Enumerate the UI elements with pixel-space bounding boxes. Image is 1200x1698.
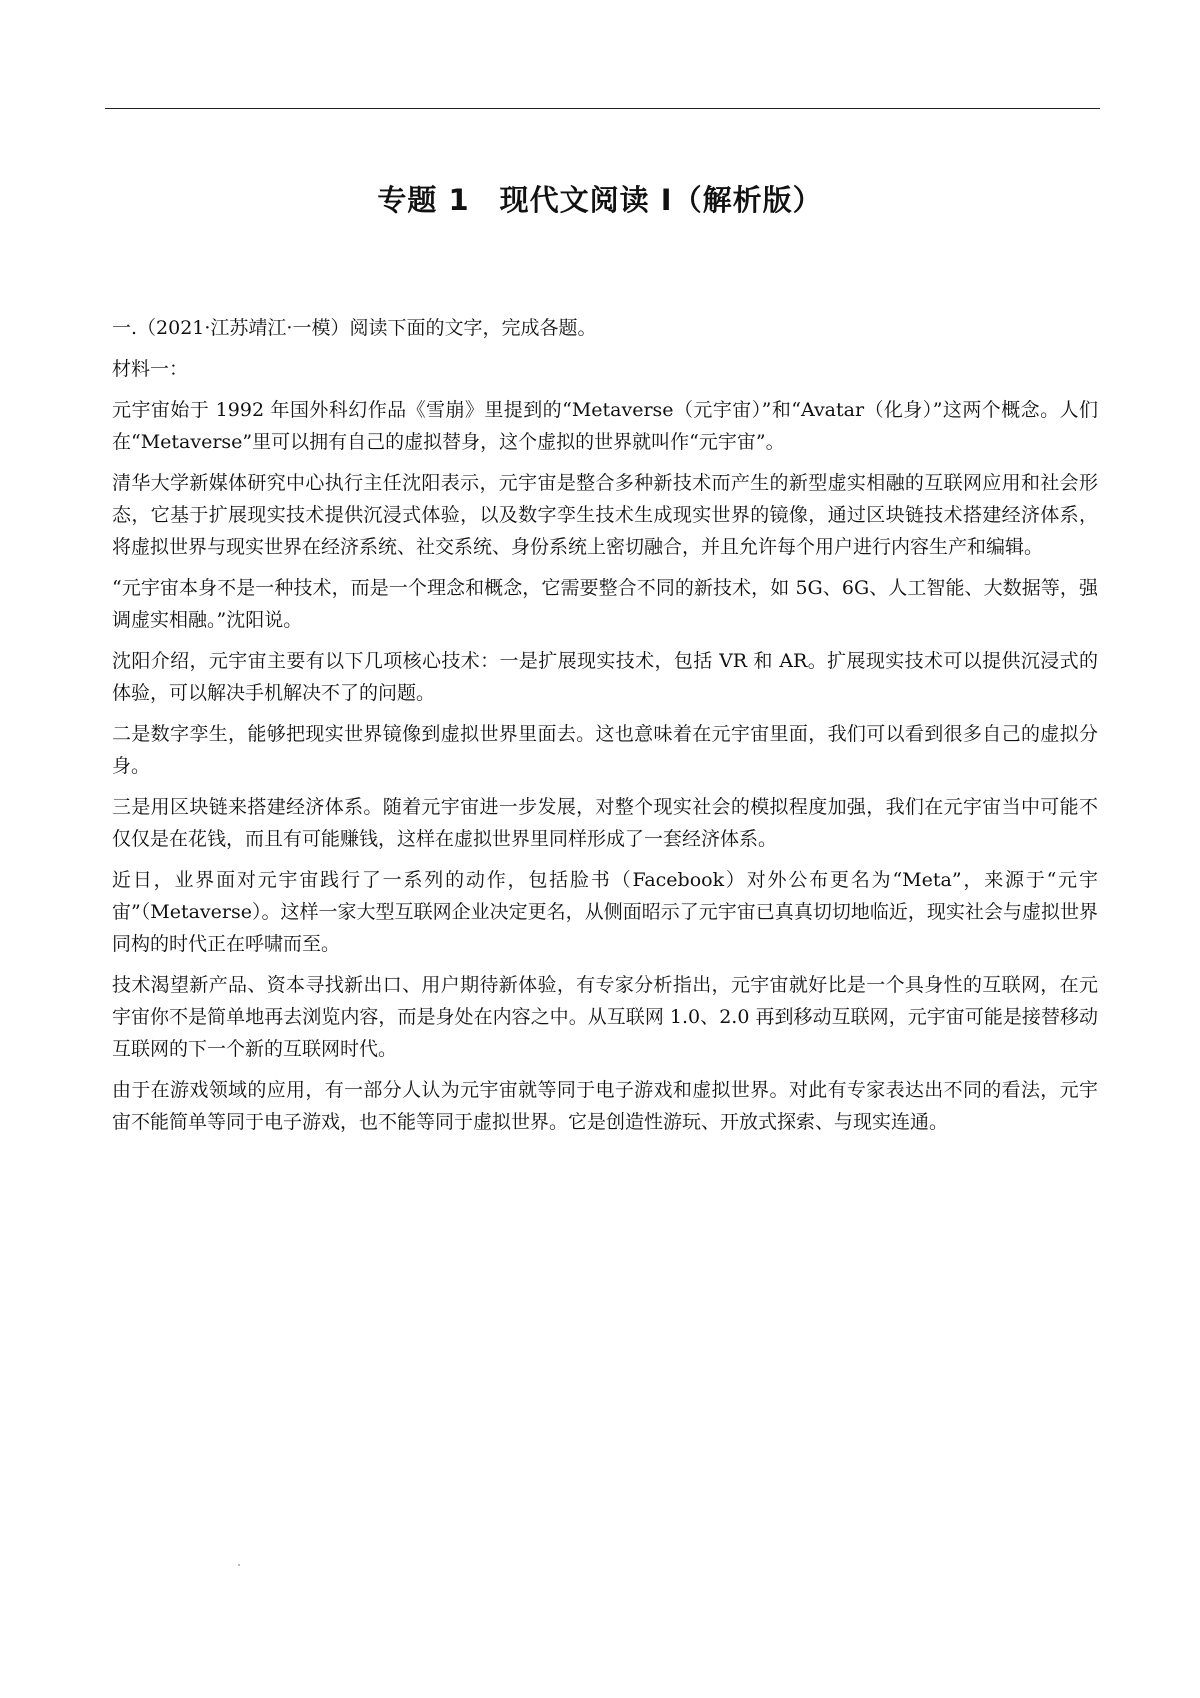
paragraph: 元宇宙始于 1992 年国外科幻作品《雪崩》里提到的“Metaverse（元宇宙）”和“Avatar（化身）”这两个概念。人们在“Metaverse”里可以拥有自己的虚拟替身，这个虚拟的世界就叫作“元宇宙”。: [112, 399, 1098, 453]
footer-mark: [238, 1564, 240, 1566]
document-body: [112, 312, 1098, 1147]
paragraph: 由于在游戏领域的应用，有一部分人认为元宇宙就等同于电子游戏和虚拟世界。对此有专家表达出不同的看法，元宇宙不能简单等同于电子游戏，也不能等同于虚拟世界。它是创造性游玩、开放式探索、与现实连通。: [112, 1079, 1098, 1133]
question-header: 一.（2021·江苏靖江·一模）阅读下面的文字，完成各题。: [112, 317, 597, 339]
paragraph: 技术渴望新产品、资本寻找新出口、用户期待新体验，有专家分析指出，元宇宙就好比是一个具身性的互联网，在元宇宙你不是简单地再去浏览内容，而是身处在内容之中。从互联网 1.0、2.0 再到移动互联网，元宇宙可能是接替移动互联网的下一个新的互联网时代。: [112, 974, 1098, 1060]
material-label: 材料一：: [112, 358, 189, 380]
paragraph: 二是数字孪生，能够把现实世界镜像到虚拟世界里面去。这也意味着在元宇宙里面，我们可以看到很多自己的虚拟分身。: [112, 723, 1098, 777]
document-title: 专题 1 现代文阅读 I（解析版）: [377, 183, 823, 217]
paragraph: “元宇宙本身不是一种技术，而是一个理念和概念，它需要整合不同的新技术，如 5G、6G、人工智能、大数据等，强调虚实相融。”沈阳说。: [112, 577, 1098, 631]
header-rule: [105, 108, 1100, 109]
paragraph: 清华大学新媒体研究中心执行主任沈阳表示，元宇宙是整合多种新技术而产生的新型虚实相融的互联网应用和社会形态，它基于扩展现实技术提供沉浸式体验，以及数字孪生技术生成现实世界的镜像，通过区块链技术搭建经济体系，将虚拟世界与现实世界在经济系统、社交系统、身份系统上密切融合，并且允许每个用户进行内容生产和编辑。: [112, 472, 1098, 558]
paragraph: 近日，业界面对元宇宙践行了一系列的动作，包括脸书（Facebook）对外公布更名为“Meta”，来源于“元宇宙”（Metaverse）。这样一家大型互联网企业决定更名，从侧面昭示了元宇宙已真真切切地临近，现实社会与虚拟世界同构的时代正在呼啸而至。: [112, 869, 1098, 955]
paragraph: 三是用区块链来搭建经济体系。随着元宇宙进一步发展，对整个现实社会的模拟程度加强，我们在元宇宙当中可能不仅仅是在花钱，而且有可能赚钱，这样在虚拟世界里同样形成了一套经济体系。: [112, 796, 1098, 850]
paragraph: 沈阳介绍，元宇宙主要有以下几项核心技术：一是扩展现实技术，包括 VR 和 AR。扩展现实技术可以提供沉浸式的体验，可以解决手机解决不了的问题。: [112, 650, 1098, 704]
